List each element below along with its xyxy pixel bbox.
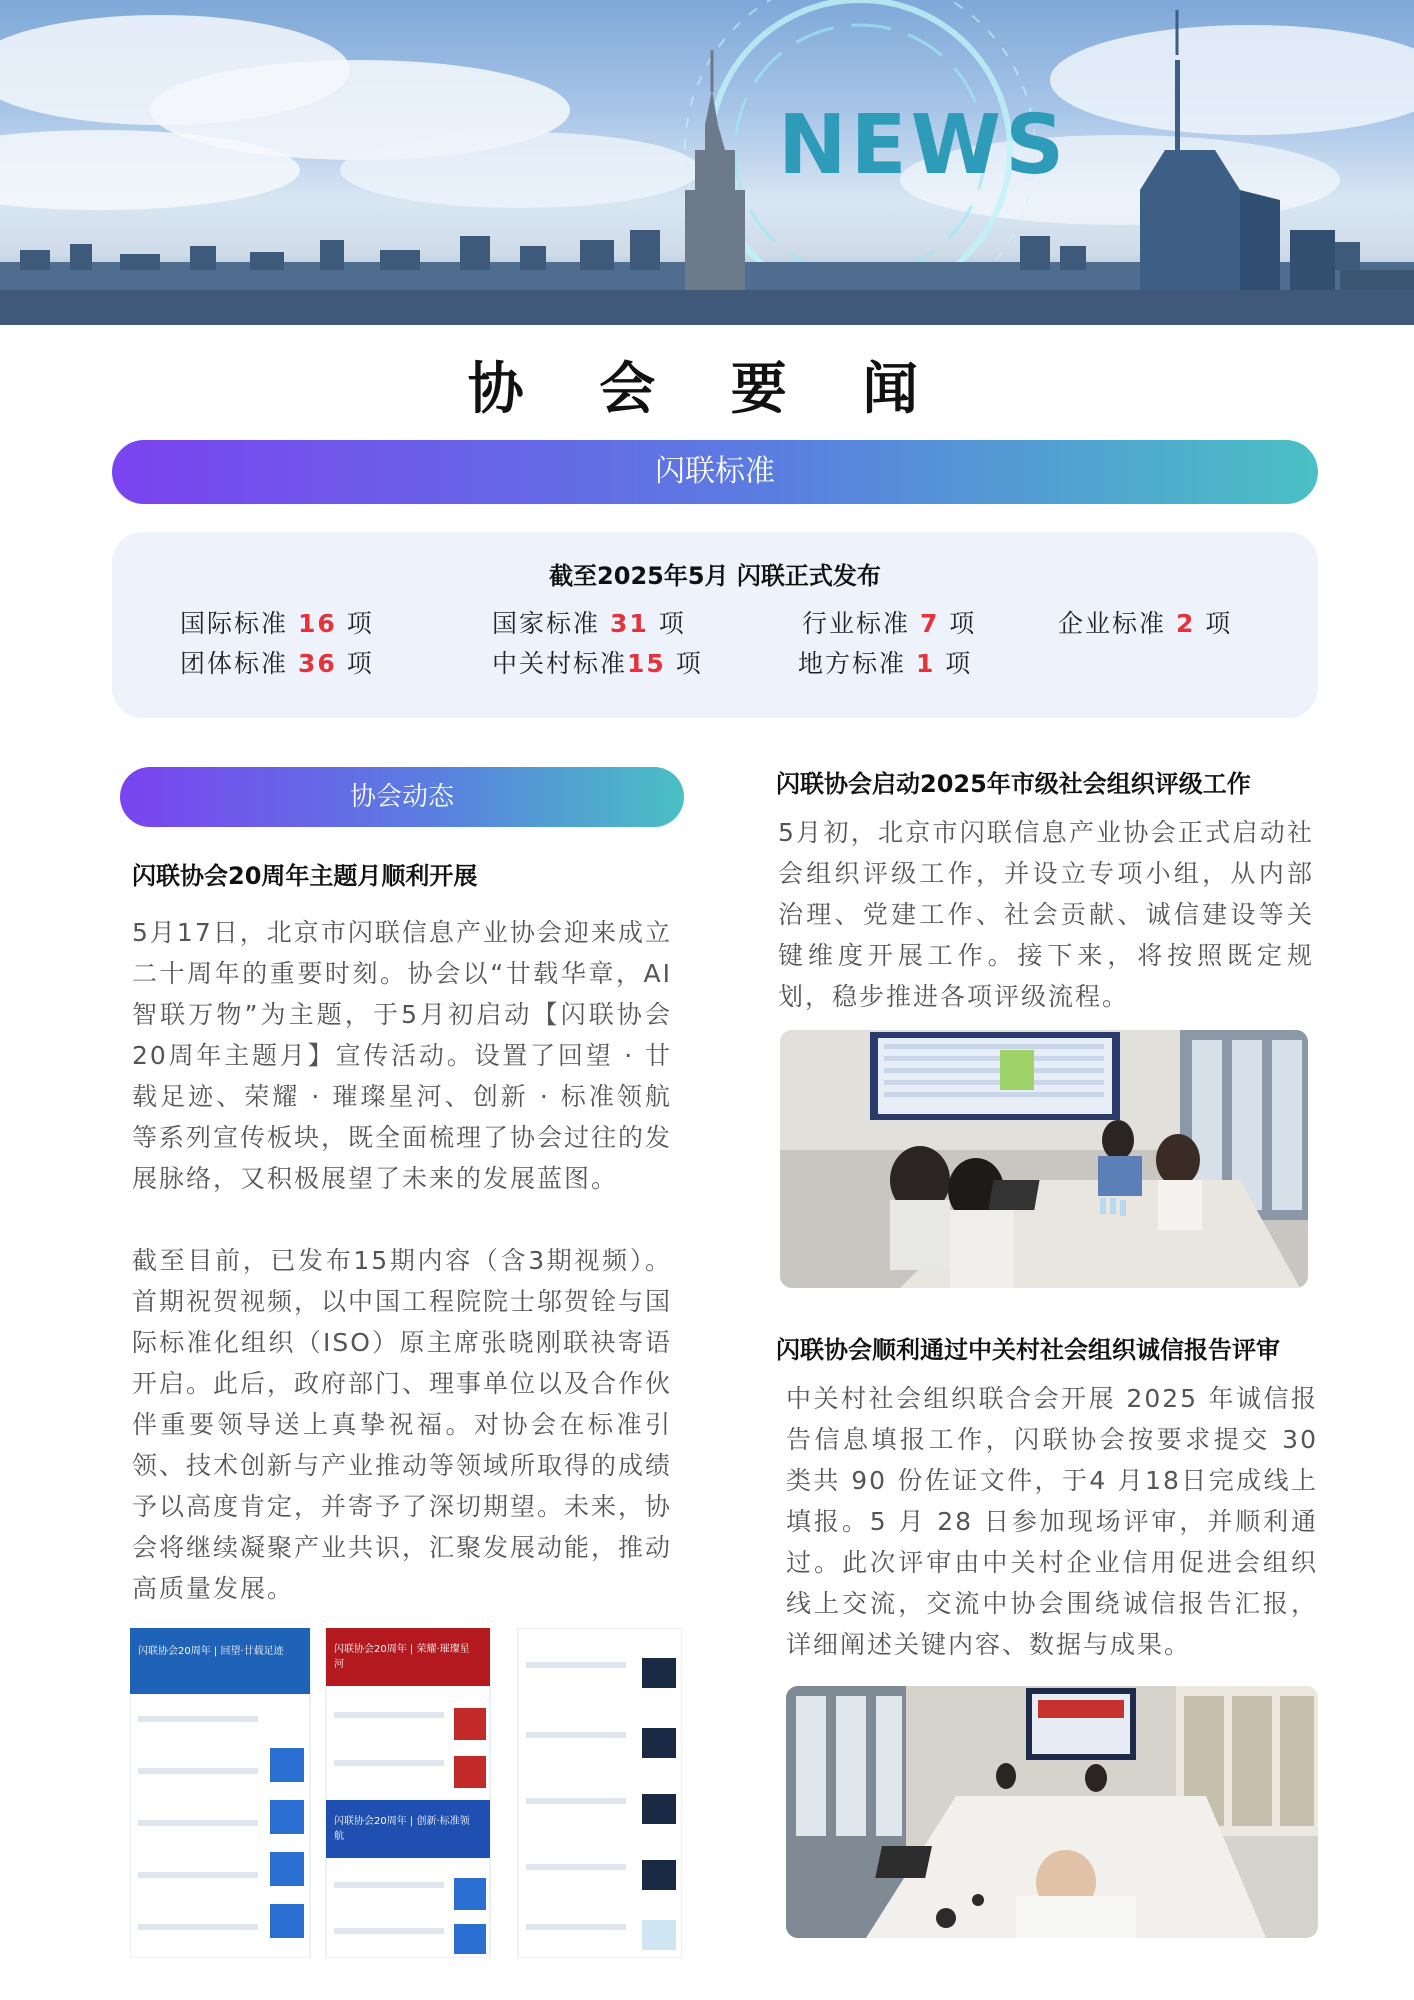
wechat-screenshots-collage xyxy=(130,1628,682,1958)
article-paragraph: 5月初，北京市闪联信息产业协会正式启动社会组织评级工作，并设立专项小组，从内部治理、党建工作、社会贡献、诚信建设等关键维度开展工作。接下来，将按照既定规划，稳步推进各项评级流程。 xyxy=(778,818,1314,1011)
stat-international: 国际标准 16 项 xyxy=(180,609,374,638)
stat-enterprise: 企业标准 2 项 xyxy=(1058,609,1233,638)
stat-local: 地方标准 1 项 xyxy=(798,649,973,678)
meeting-photo xyxy=(786,1686,1318,1938)
stat-zhongguancun: 中关村标准15 项 xyxy=(492,649,703,678)
stat-group: 团体标准 36 项 xyxy=(180,649,374,678)
meeting-room-image xyxy=(780,1030,1308,1288)
section-header-standards: 闪联标准 xyxy=(112,440,1318,504)
page-title: 协 会 要 闻 xyxy=(467,357,947,422)
article-paragraph: 中关村社会组织联合会开展 2025 年诚信报告信息填报工作，闪联协会按要求提交 30 类共 90 份佐证文件，于4 月18日完成线上填报。5 月 28 日参加现场评审，并顺利通过。此次评审由中关村企业信用促进会组织线上交流，交流中协会围绕诚信报告汇报，详细阐述关键内容、数据与成果。 xyxy=(786,1384,1318,1659)
stat-industry: 行业标准 7 项 xyxy=(802,609,977,638)
header-banner xyxy=(0,0,1414,325)
article-paragraph: 5月17日，北京市闪联信息产业协会迎来成立二十周年的重要时刻。协会以“廿载华章，AI智联万物”为主题，于5月初启动【闪联协会20周年主题月】宣传活动。设置了回望 · 廿载足迹、荣耀 · 璀璨星河、创新 · 标准领航等系列宣传板块，既全面梳理了协会过往的发展脉络，又积极展望了未来的发展蓝图。 xyxy=(132,918,673,1193)
section-header-news: 协会动态 xyxy=(120,767,684,827)
screenshot-card-title: 闪联协会20周年 | 创新·标准领航 xyxy=(334,1816,470,1842)
news-heading: NEWS xyxy=(778,98,1069,193)
screenshot-card-title: 闪联协会20周年 | 回望·廿载足迹 xyxy=(138,1646,284,1657)
screenshots-graphic xyxy=(130,1628,682,1958)
article-title: 闪联协会顺利通过中关村社会组织诚信报告评审 xyxy=(776,1336,1280,1364)
article-paragraph: 截至目前，已发布15期内容（含3期视频）。首期祝贺视频，以中国工程院院士邬贺铨与国际标准化组织（ISO）原主席张晓刚联袂寄语开启。此后，政府部门、理事单位以及合作伙伴重要领导送上真挚祝福。对协会在标准引领、技术创新与产业推动等领域所取得的成绩予以高度肯定，并寄予了深切期望。未来，协会将继续凝聚产业共识，汇聚发展动能，推动高质量发展。 xyxy=(132,1246,673,1603)
screenshot-card-title: 闪联协会20周年 | 荣耀·璀璨星河 xyxy=(334,1644,470,1670)
review-meeting-image xyxy=(786,1686,1318,1938)
article-title: 闪联协会启动2025年市级社会组织评级工作 xyxy=(776,770,1251,798)
meeting-photo xyxy=(780,1030,1308,1288)
article-title: 闪联协会20周年主题月顺利开展 xyxy=(132,862,478,890)
stat-national: 国家标准 31 项 xyxy=(492,609,686,638)
city-skyline-image xyxy=(0,0,1414,325)
stats-heading: 截至2025年5月 闪联正式发布 xyxy=(549,562,881,590)
standards-stats-box xyxy=(112,532,1318,718)
